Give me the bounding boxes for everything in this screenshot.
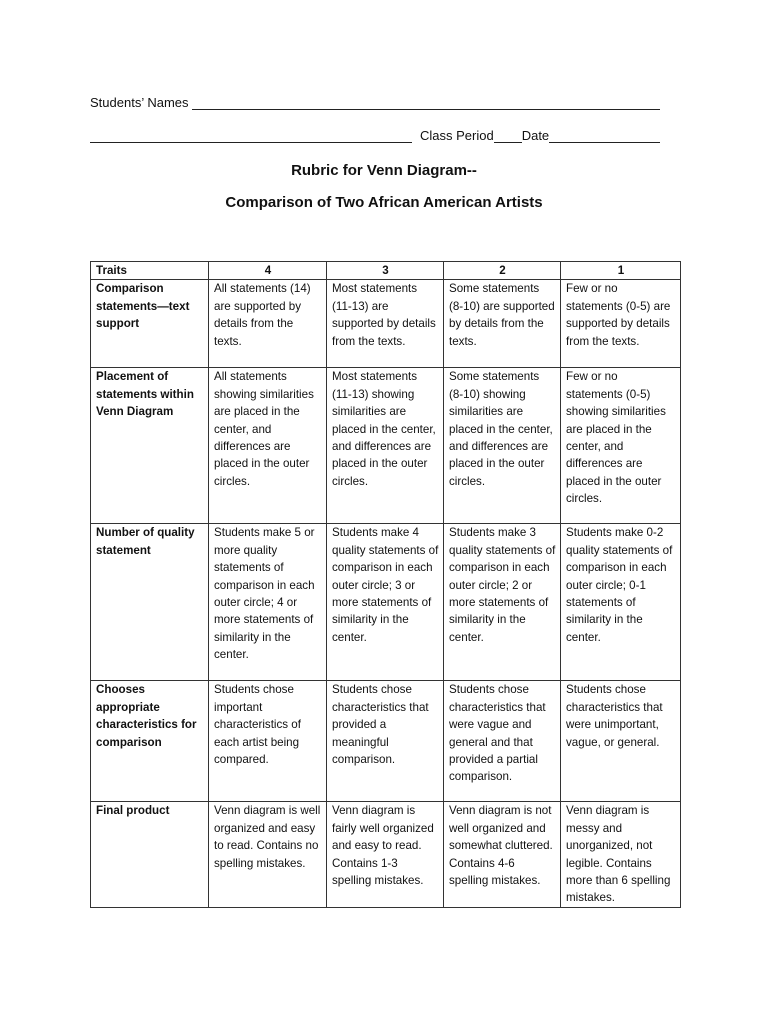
date-blank[interactable]	[549, 130, 660, 143]
score-cell: Students make 0-2 quality statements of comparison in each outer circle; 0-1 statements of similarity in the center.	[561, 524, 681, 681]
class-period-date-line	[90, 128, 660, 143]
table-row	[91, 280, 681, 368]
class-period-label: Class Period	[420, 128, 494, 143]
score-cell: Students chose important characteristics of each artist being compared.	[209, 681, 327, 802]
score-cell: All statements (14) are supported by details from the texts.	[209, 280, 327, 368]
students-names-blank-continued[interactable]	[90, 130, 412, 143]
score-cell: Few or no statements (0-5) showing similarities are placed in the center, and differences are placed in the outer circles.	[561, 368, 681, 524]
students-names-line	[90, 95, 660, 110]
column-header-traits: Traits	[91, 262, 209, 280]
class-period-blank[interactable]	[494, 130, 522, 143]
trait-cell: Number of quality statement	[91, 524, 209, 681]
score-cell: Venn diagram is fairly well organized and easy to read. Contains 1-3 spelling mistakes.	[327, 802, 444, 908]
page-subtitle: Comparison of Two African American Artists	[225, 194, 543, 211]
table-row	[91, 802, 681, 908]
score-cell: Few or no statements (0-5) are supported by details from the texts.	[561, 280, 681, 368]
page-title: Rubric for Venn Diagram--	[291, 162, 477, 179]
column-header-score-3: 3	[327, 262, 444, 280]
score-cell: Venn diagram is not well organized and somewhat cluttered. Contains 4-6 spelling mistakes.	[444, 802, 561, 908]
score-cell: Most statements (11-13) are supported by details from the texts.	[327, 280, 444, 368]
column-header-score-4: 4	[209, 262, 327, 280]
column-header-score-2: 2	[444, 262, 561, 280]
trait-cell: Chooses appropriate characteristics for comparison	[91, 681, 209, 802]
date-label: Date	[521, 128, 550, 143]
score-cell: Some statements (8-10) showing similarities are placed in the center, and differences are placed in the outer circles.	[444, 368, 561, 524]
table-row	[91, 368, 681, 524]
table-row	[91, 524, 681, 681]
table-header-row	[91, 262, 681, 280]
score-cell: Some statements (8-10) are supported by details from the texts.	[444, 280, 561, 368]
score-cell: Students chose characteristics that provided a meaningful comparison.	[327, 681, 444, 802]
score-cell: Students make 5 or more quality statements of comparison in each outer circle; 4 or more statements of similarity in the center.	[209, 524, 327, 681]
trait-cell: Comparison statements—text support	[91, 280, 209, 368]
score-cell: Most statements (11-13) showing similarities are placed in the center, and differences are placed in the outer circles.	[327, 368, 444, 524]
score-cell: Venn diagram is messy and unorganized, not legible. Contains more than 6 spelling mistakes.	[561, 802, 681, 908]
score-cell: Students make 3 quality statements of comparison in each outer circle; 2 or more statements of similarity in the center.	[444, 524, 561, 681]
trait-cell: Placement of statements within Venn Diagram	[91, 368, 209, 524]
score-cell: Students chose characteristics that were unimportant, vague, or general.	[561, 681, 681, 802]
score-cell: All statements showing similarities are placed in the center, and differences are placed in the outer circles.	[209, 368, 327, 524]
students-names-label: Students’ Names	[90, 95, 189, 110]
rubric-table	[90, 261, 681, 908]
students-names-blank[interactable]	[192, 97, 660, 110]
column-header-score-1: 1	[561, 262, 681, 280]
trait-cell: Final product	[91, 802, 209, 908]
table-row	[91, 681, 681, 802]
score-cell: Venn diagram is well organized and easy to read. Contains no spelling mistakes.	[209, 802, 327, 908]
score-cell: Students chose characteristics that were vague and general and that provided a partial comparison.	[444, 681, 561, 802]
score-cell: Students make 4 quality statements of comparison in each outer circle; 3 or more statements of similarity in the center.	[327, 524, 444, 681]
